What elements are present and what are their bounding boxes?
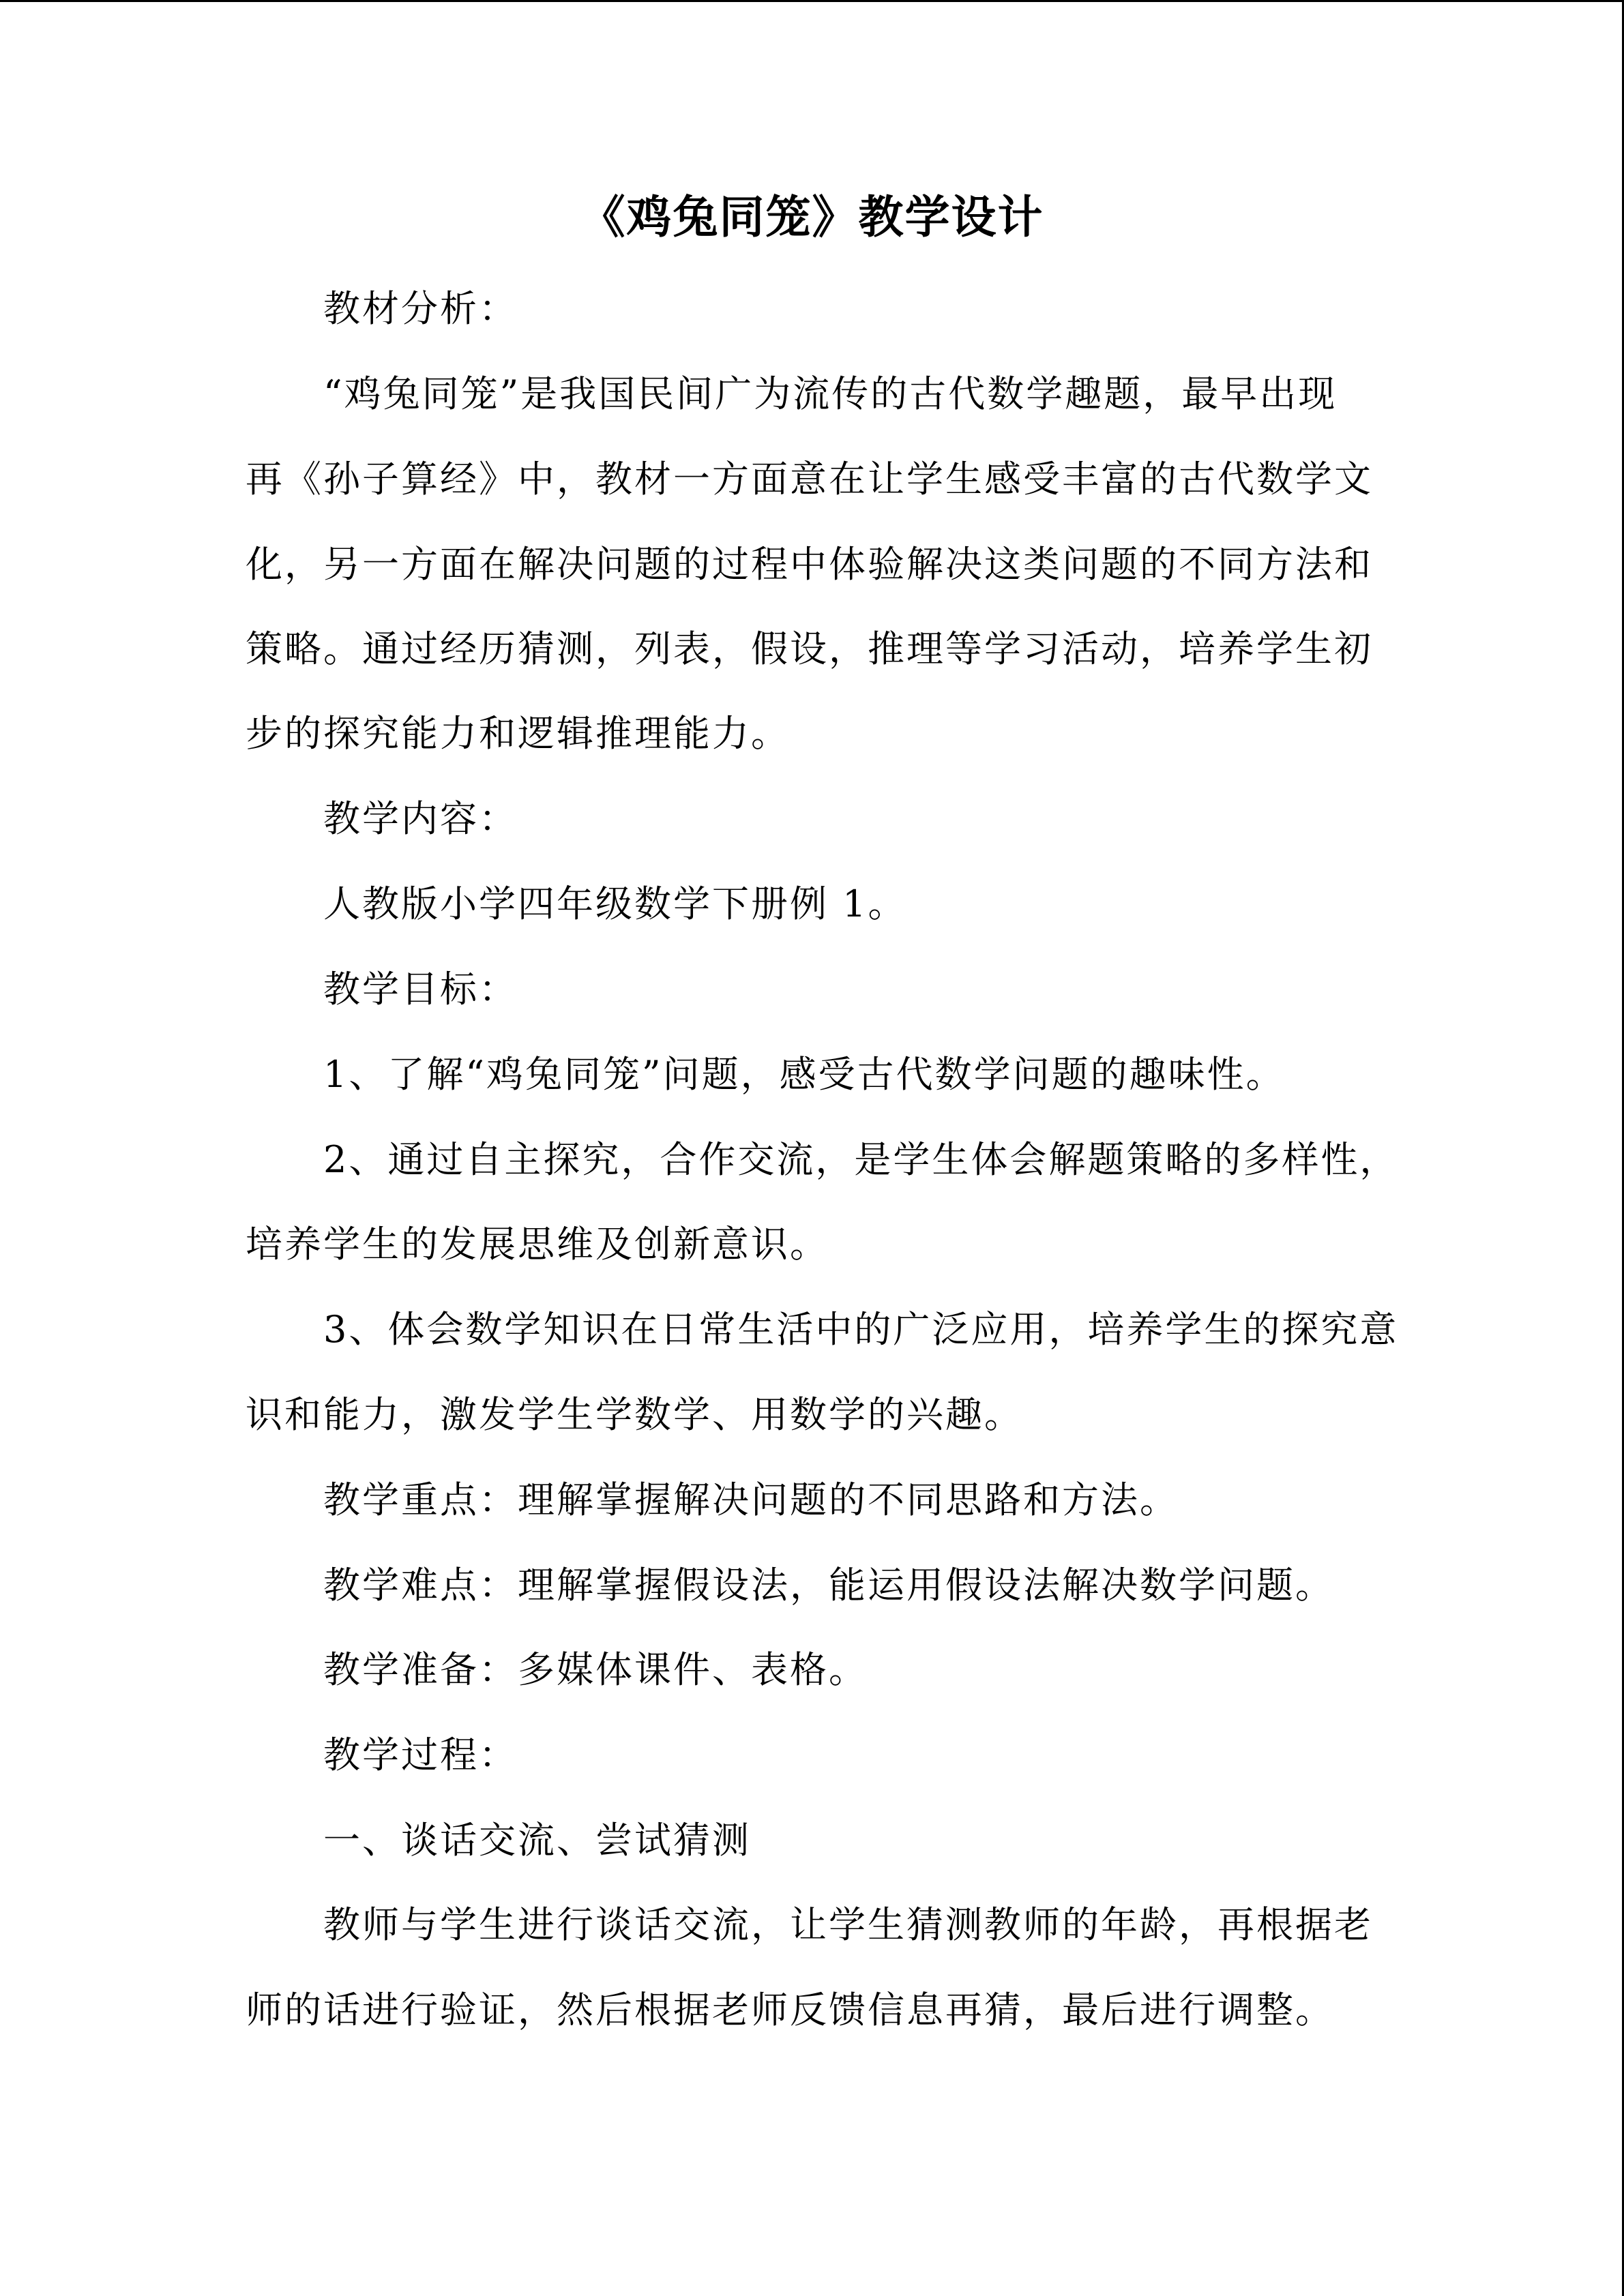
paragraph-line: 教师与学生进行谈话交流，让学生猜测教师的年龄，再根据老 [323,1903,1373,1946]
paragraph-line: 识和能力，激发学生学数学、用数学的兴趣。 [246,1393,1023,1436]
objective-item: 2、通过自主探究，合作交流，是学生体会解题策略的多样性， [323,1138,1399,1181]
objective-item: 3、体会数学知识在日常生活中的广泛应用，培养学生的探究意 [323,1308,1399,1351]
teaching-preparation: 教学准备：多媒体课件、表格。 [323,1648,868,1691]
heading-teaching-content: 教学内容： [323,797,518,840]
teaching-difficulties: 教学难点：理解掌握假设法，能运用假设法解决数学问题。 [323,1564,1334,1607]
paragraph-line: 师的话进行验证，然后根据老师反馈信息再猜，最后进行调整。 [246,1988,1334,2031]
paragraph-line: 人教版小学四年级数学下册例 1。 [323,882,907,925]
heading-teaching-process: 教学过程： [323,1733,518,1776]
paragraph-line: “鸡兔同笼”是我国民间广为流传的古代数学趣题，最早出现 [323,372,1338,415]
paragraph-line: 策略。通过经历猜测，列表，假设，推理等学习活动，培养学生初 [246,627,1373,670]
heading-teaching-objectives: 教学目标： [323,968,518,1011]
paragraph-line: 培养学生的发展思维及创新意识。 [246,1223,829,1266]
document-title: 《鸡兔同笼》教学设计 [580,190,1044,243]
objective-item: 1、了解“鸡兔同笼”问题，感受古代数学问题的趣味性。 [323,1053,1285,1096]
paragraph-line: 步的探究能力和逻辑推理能力。 [246,712,790,755]
heading-textbook-analysis: 教材分析： [323,287,518,330]
section-heading: 一、谈话交流、尝试猜测 [323,1819,751,1862]
paragraph-line: 化，另一方面在解决问题的过程中体验解决这类问题的不同方法和 [246,543,1373,586]
teaching-key-points: 教学重点：理解掌握解决问题的不同思路和方法。 [323,1478,1179,1521]
paragraph-line: 再《孙子算经》中，教材一方面意在让学生感受丰富的古代数学文 [246,458,1373,501]
